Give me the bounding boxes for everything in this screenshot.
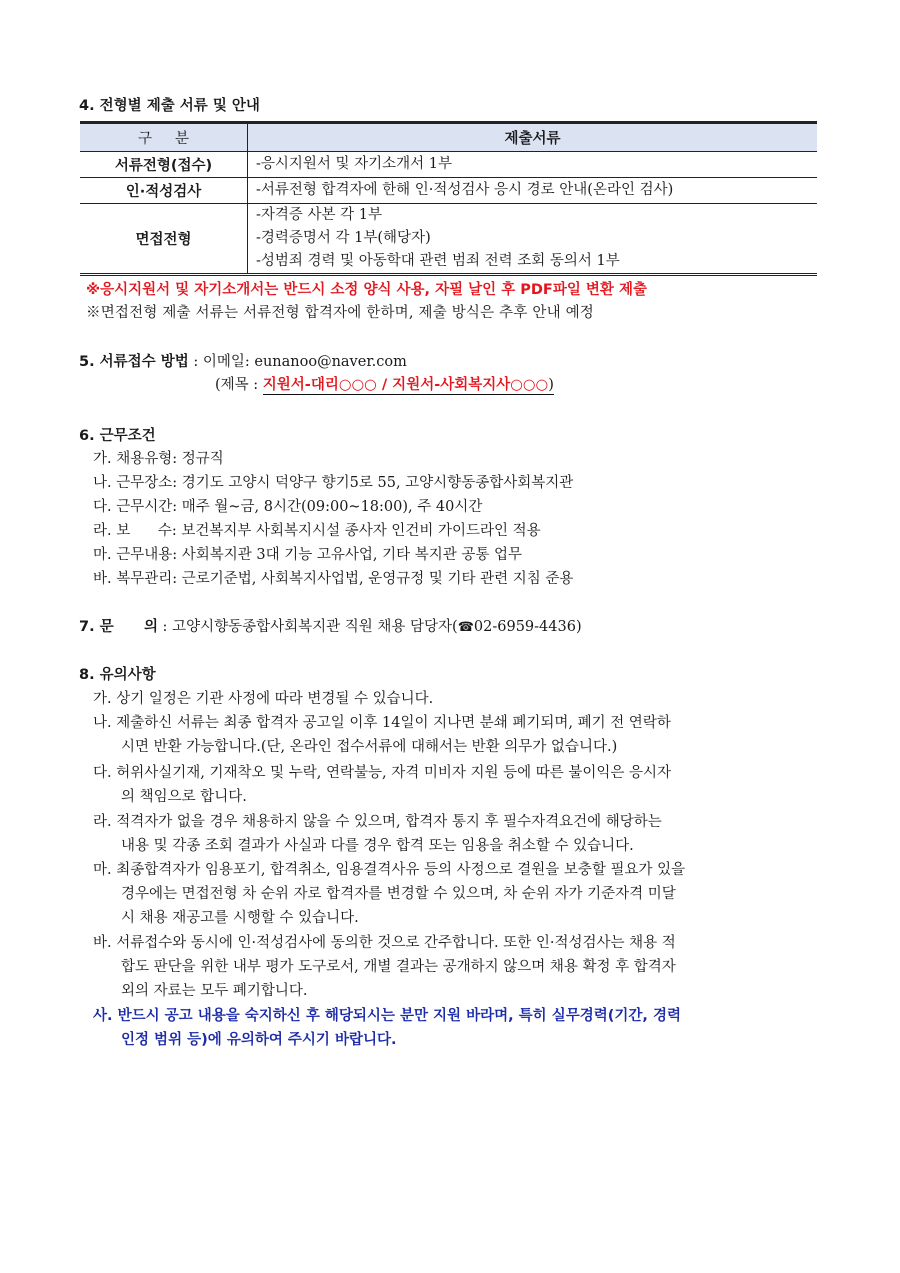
table-row: [80, 178, 817, 204]
work-condition-item: 마. 근무내용: 사회복지관 3대 기능 고유사업, 기타 복지관 공통 업무: [93, 547, 522, 563]
subject-suffix: ): [548, 377, 554, 393]
notice-item: 바. 서류접수와 동시에 인·적성검사에 동의한 것으로 간주합니다. 또한 인·적성검사는 채용 적: [93, 935, 676, 951]
contact-close: ): [575, 619, 582, 635]
docs-cell: [248, 152, 818, 178]
subject-format: 지원서-대리○○○ / 지원서-사회복지사○○○: [262, 377, 549, 393]
notice-item: 나. 제출하신 서류는 최종 합격자 공고일 이후 14일이 지나면 분쇄 폐기되며, 폐기 전 연락하: [93, 715, 671, 731]
work-condition-item: 바. 복무관리: 근로기준법, 사회복지사업법, 운영규정 및 기타 관련 지침 준용: [93, 571, 574, 587]
notice-item-continuation: 내용 및 각종 조회 결과가 사실과 다를 경우 합격 또는 임용을 취소할 수 있습니다.: [121, 838, 634, 854]
section-6-title: 6. 근무조건: [79, 428, 156, 444]
table-header-row: [80, 123, 817, 152]
notice-item-continuation: 의 책임으로 합니다.: [121, 789, 247, 805]
submission-documents-table: [80, 121, 817, 276]
telephone-icon: ☎: [457, 620, 474, 635]
table-row: [80, 204, 817, 275]
notice-item: 다. 허위사실기재, 기재착오 및 누락, 연락불능, 자격 미비자 지원 등에 따른 불이익은 응시자: [93, 765, 671, 781]
section-5-title: 5. 서류접수 방법: [79, 354, 189, 370]
work-condition-item: 가. 채용유형: 정규직: [93, 451, 224, 467]
doc-line: -경력증명서 각 1부(해당자): [256, 230, 431, 246]
phone-number: 02-6959-4436: [473, 619, 576, 635]
notice-item-continuation: 외의 자료는 모두 폐기합니다.: [121, 983, 308, 999]
section-5: [79, 350, 407, 371]
section-8-title: 8. 유의사항: [79, 667, 156, 683]
docs-cell: [248, 204, 818, 275]
notice-item-continuation: 시면 반환 가능합니다.(단, 온라인 접수서류에 대해서는 반환 의무가 없습니다.): [121, 739, 618, 755]
notice-interview-docs: ※면접전형 제출 서류는 서류전형 합격자에 한하며, 제출 방식은 추후 안내 예정: [86, 305, 595, 321]
doc-line: -자격증 사본 각 1부: [256, 207, 383, 223]
header-documents: 제출서류: [248, 123, 818, 152]
section-4-title: 4. 전형별 제출 서류 및 안내: [79, 98, 260, 114]
separator: :: [188, 354, 203, 370]
notice-item-continuation: 합도 판단을 위한 내부 평가 도구로서, 개별 결과는 공개하지 않으며 채용 확정 후 합격자: [121, 959, 676, 975]
notice-item-important-continuation: 인정 범위 등)에 유의하여 주시기 바랍니다.: [121, 1032, 397, 1048]
notice-item: 라. 적격자가 없을 경우 채용하지 않을 수 있으며, 합격자 통지 후 필수자격요건에 해당하는: [93, 814, 662, 830]
notice-item-important: 사. 반드시 공고 내용을 숙지하신 후 해당되시는 분만 지원 바라며, 특히 실무경력(기간, 경력: [93, 1008, 681, 1024]
stage-cell: 인·적성검사: [80, 178, 248, 204]
notice-item: 가. 상기 일정은 기관 사정에 따라 변경될 수 있습니다.: [93, 691, 434, 707]
notice-item-continuation: 시 채용 재공고를 시행할 수 있습니다.: [121, 910, 359, 926]
work-condition-item: 라. 보 수: 보건복지부 사회복지시설 종사자 인건비 가이드라인 적용: [93, 523, 541, 539]
section-7-title: 7. 문 의: [79, 619, 158, 635]
subject-prefix: (제목 :: [215, 377, 263, 393]
separator: :: [157, 619, 173, 635]
docs-cell: [248, 178, 818, 204]
stage-cell: 서류전형(접수): [80, 152, 248, 178]
work-condition-item: 다. 근무시간: 매주 월~금, 8시간(09:00~18:00), 주 40시간: [93, 499, 483, 515]
contact-text: 고양시향동종합사회복지관 직원 채용 담당자(: [172, 619, 458, 635]
stage-cell: 면접전형: [80, 204, 248, 275]
email-subject-line: [215, 373, 554, 394]
notice-item: 마. 최종합격자가 임용포기, 합격취소, 임용결격사유 등의 사정으로 결원을 보충할 필요가 있을: [93, 862, 686, 878]
subject-underlined: [263, 377, 554, 395]
notice-red: ※응시지원서 및 자기소개서는 반드시 소정 양식 사용, 자필 날인 후 PDF파일 변환 제출: [86, 282, 647, 298]
email-label: 이메일:: [202, 354, 255, 370]
section-7: [79, 615, 582, 636]
doc-line: -서류전형 합격자에 한해 인·적성검사 응시 경로 안내(온라인 검사): [256, 182, 674, 198]
header-category: 구 분: [80, 123, 248, 152]
work-condition-item: 나. 근무장소: 경기도 고양시 덕양구 향기5로 55, 고양시향동종합사회복지관: [93, 475, 574, 491]
email-address[interactable]: eunanoo@naver.com: [254, 354, 407, 370]
table-row: [80, 152, 817, 178]
doc-line: -응시지원서 및 자기소개서 1부: [256, 156, 453, 172]
notice-item-continuation: 경우에는 면접전형 차 순위 자로 합격자를 변경할 수 있으며, 차 순위 자가 기준자격 미달: [121, 886, 676, 902]
doc-line: -성범죄 경력 및 아동학대 관련 범죄 전력 조회 동의서 1부: [256, 253, 620, 269]
